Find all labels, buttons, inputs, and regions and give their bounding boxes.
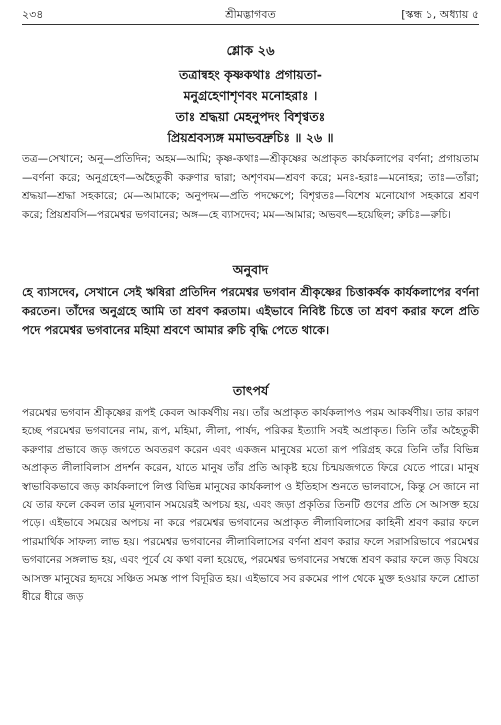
- header-rule: [22, 24, 479, 25]
- canto-chapter-label: [স্কন্ধ ১, অধ্যায় ৫: [401, 8, 479, 21]
- translation-heading: অনুবাদ: [232, 262, 269, 277]
- purport-heading: তাৎপর্য: [232, 383, 269, 398]
- synonyms-paragraph: তত্র—সেখানে; অনু—প্রতিদিন; অহম—আমি; কৃষ্ণ-কথাঃ—শ্রীকৃষ্ণের অপ্রাকৃত কার্যকলাপের বর্ণনা; প্রগায়তাম—বর্ণনা করে; অনুগ্রহেণ—অহৈতুকী করুণার দ্বারা; অশৃণবম—শ্রবণ করে; মনঃ-হরাঃ—মনোহর; তাঃ—তাঁরা; শ্রদ্ধয়া—শ্রদ্ধা সহকারে; মে—আমাকে; অনুপদম—প্রতি পদক্ষেপে; বিশৃণ্বতঃ—বিশেষ মনোযোগ সহকারে শ্রবণ করে; প্রিয়শ্রবসি—পরমেশ্বর ভগবানের; অঙ্গ—হে ব্যাসদেব; মম—আমার; অভবৎ—হয়েছিল; রুচিঃ—রুচি।: [22, 153, 479, 221]
- verse-line: তত্রান্বহং কৃষ্ণকথাঃ প্রগায়তা-: [179, 67, 322, 82]
- page-number: ২৩৪: [22, 8, 44, 21]
- verse-line: তাঃ শ্রদ্ধয়া মেহনুপদং বিশৃণ্বতঃ: [175, 109, 326, 124]
- verse-line: মনুগ্রহেণাশৃণবং মনোহরাঃ ।: [183, 88, 318, 103]
- translation-paragraph: হে ব্যাসদেব, সেখানে সেই ঋষিরা প্রতিদিন পরমেশ্বর ভগবান শ্রীকৃষ্ণের চিত্তাকর্ষক কার্যকলাপের বর্ণনা করতেন। তাঁদের অনুগ্রহে আমি তা শ্রবণ করতাম। এইভাবে নিবিষ্ট চিত্তে তা শ্রবণ করার ফলে প্রতি পদে পরমেশ্বর ভগবানের মহিমা শ্রবণে আমার রুচি বৃদ্ধি পেতে থাকে।: [22, 285, 479, 337]
- purport-paragraph: [22, 404, 479, 606]
- verse-line: প্রিয়শ্রবস্যঙ্গ মমাভবদ্রুচিঃ ॥ ২৬ ॥: [167, 130, 334, 145]
- book-title: শ্রীমদ্ভাগবত: [225, 8, 276, 21]
- page-header: [22, 6, 479, 26]
- purport-text: পরমেশ্বর ভগবান শ্রীকৃষ্ণের রূপই কেবল আকর্ষণীয় নয়। তাঁর অপ্রাকৃত কার্যকলাপও পরম আকর্ষণীয়। তার কারণ হচ্ছে পরমেশ্বর ভগবানের নাম, রূপ, মহিমা, লীলা, পার্ষদ, পরিকর ইত্যাদি সবই অপ্রাকৃত। তিনি তাঁর অহৈতুকী করুণার প্রভাবে জড় জগতে অবতরণ করেন এবং একজন মানুষের মতো রূপ পরিগ্রহ করে তিনি তাঁর বিভিন্ন অপ্রাকৃত লীলাবিলাস প্রদর্শন করেন, যাতে মানুষ তাঁর প্রতি আকৃষ্ট হয়ে চিন্ময়জগতে ফিরে যেতে পারে। মানুষ স্বাভাবিকভাবে জড় কার্যকলাপে লিপ্ত বিভিন্ন মানুষের কার্যকলাপ ও ইতিহাস শুনতে ভালবাসে, কিন্তু সে জানে না যে তার ফলে কেবল তার মূল্যবান সময়েরই অপচয় হয়, এবং জড়া প্রকৃতির তিনটি গুণের প্রতি সে আসক্ত হয়ে পড়ে। এইভাবে সময়ের অপচয় না করে পরমেশ্বর ভগবানের অপ্রাকৃত লীলাবিলাসের কাহিনী শ্রবণ করার ফলে পারমার্থিক সাফল্য লাভ হয়। পরমেশ্বর ভগবানের লীলাবিলাসের বর্ণনা শ্রবণ করার ফলে সরাসরিভাবে পরমেশ্বর ভগবানের সঙ্গলাভ হয়, এবং পূর্বে যে কথা বলা হয়েছে, পরমেশ্বর ভগবানের সম্বন্ধে শ্রবণ করার ফলে জড় বিষয়ে আসক্ত মানুষের হৃদয়ে সঞ্চিত সমস্ত পাপ বিদূরিত হয়। এইভাবে সব রকমের পাপ থেকে মুক্ত হওয়ার ফলে শ্রোতা ধীরে ধীরে জড়: [22, 407, 479, 604]
- verse-text: [0, 64, 501, 148]
- verse-heading: শ্লোক ২৬: [226, 44, 275, 59]
